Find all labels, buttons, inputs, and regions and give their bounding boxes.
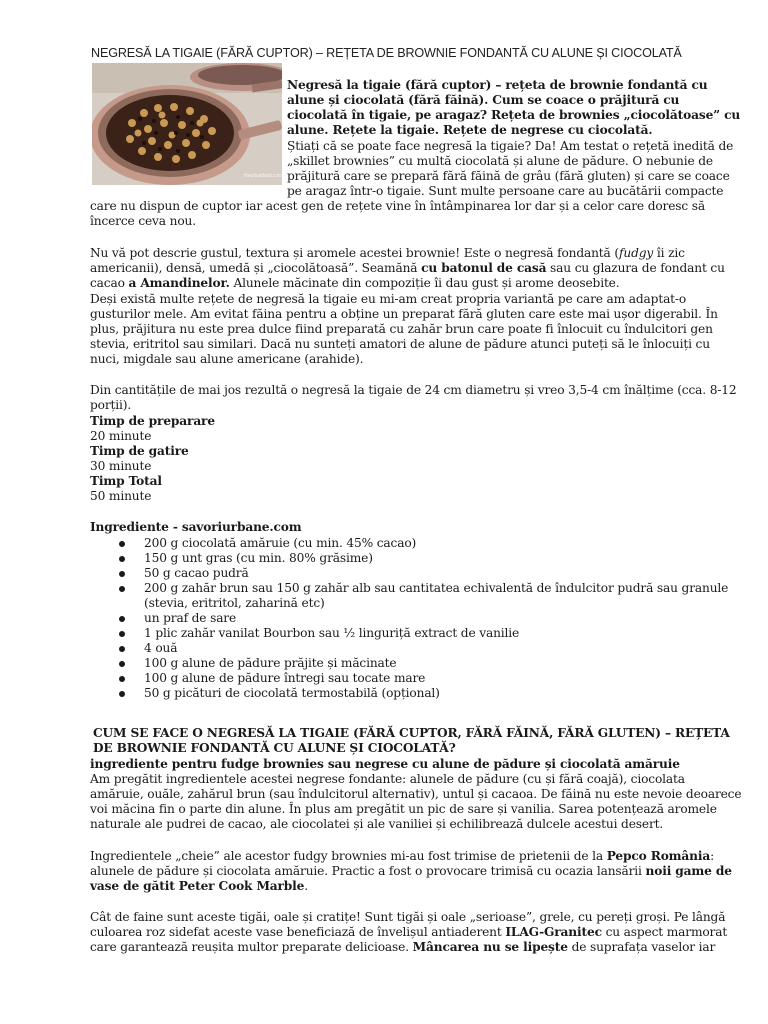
list-item [116, 551, 742, 566]
p7-bold1: ILAG-Granitec [505, 925, 602, 939]
p6-b: : alunele de pădure și ciocolata amăruie. Practic a fost o provocare trimisă cu ocazia lansării [90, 849, 715, 878]
paragraph-cookware [90, 910, 742, 955]
ingredient-text: 4 ouă [144, 641, 178, 655]
ingredient-text: 200 g zahăr brun sau 150 g zahăr alb sau cantitatea echivalentă de îndulcitor pudră sau granule (stevia, eritritol, zaharină etc) [144, 581, 729, 610]
p6-bold2: noii game de vase de gătit Peter Cook Marble [90, 864, 732, 893]
bullet-icon [119, 556, 125, 562]
list-item [116, 671, 742, 686]
section-subheading [90, 757, 742, 772]
photo-watermark: theurbanfood.com [244, 173, 282, 179]
list-item [116, 686, 742, 701]
ingredient-text: 200 g ciocolată amăruie (cu min. 45% cacao) [144, 536, 417, 550]
brownie-skillet-photo [92, 63, 282, 185]
p7-a: Cât de faine sunt aceste tigăi, oale și cratițe! Sunt tigăi și oale „serioase”, grele, cu pereți groși. Pe lângă culoarea roz sidefat aceste vase beneficiază de învelișul antiaderent [90, 910, 726, 939]
p6-bold1: Pepco România [606, 849, 711, 863]
paragraph-pepco [90, 849, 742, 894]
ingredient-text: 100 g alune de pădure întregi sau tocate mare [144, 671, 426, 685]
list-item [116, 566, 742, 581]
section-heading [90, 726, 745, 756]
p7-bold2: Mâncarea nu se lipește [412, 940, 568, 954]
intro-bold-text: Negresă la tigaie (fără cuptor) – rețeta de brownie fondantă cu alune și ciocolată (fără făină). Cum se coace o prăjitură cu ciocolată în tigaie, pe aragaz? Rețeta de brownies „ciocolătoase” cu alune. Rețete la tigaie. Rețete de negrese cu ciocolată. [287, 78, 741, 137]
intro-text-continuation: care nu dispun de cuptor iar acest gen de rețete vine în întâmpinarea lor dar și a celor care doresc să încerce ceva nou. [90, 199, 706, 228]
list-item [116, 626, 742, 641]
p2-bold2: a Amandinelor. [128, 276, 230, 290]
ingredient-text: 50 g cacao pudră [144, 566, 249, 580]
times-block [90, 414, 742, 504]
skillet-illustration [92, 63, 282, 185]
bullet-icon [119, 541, 125, 547]
time-value: 50 minute [90, 489, 152, 503]
list-item [116, 656, 742, 671]
intro-heading [287, 78, 742, 138]
bullet-icon [119, 586, 125, 592]
p2-bold1: cu batonul de casă [421, 261, 547, 275]
paragraph-ingredients-prep: Am pregătit ingredientele acestei negrese fondante: alunele de pădure (cu și fără coajă), ciocolata amăruie, ouăle, zahărul brun (sau îndulcitorul alternativ), untul și cacaoa. De făină nu este nevoie deoarece voi măcina fin o parte din alune. În plus am pregătit un pic de sare și vanilia. Sarea potențează aromele naturale ale pudrei de cacao, ale ciocolatei și ale vaniliei și echilibrează dulcele acestui desert. [90, 772, 742, 831]
ingredient-text: 1 plic zahăr vanilat Bourbon sau ½ linguriță extract de vanilie [144, 626, 520, 640]
p7-c: de suprafața vaselor iar [567, 940, 716, 954]
time-value: 20 minute [90, 429, 152, 443]
list-item [116, 581, 742, 611]
bullet-icon [119, 616, 125, 622]
section-heading-text: CUM SE FACE O NEGRESĂ LA TIGAIE (FĂRĂ CUPTOR, FĂRĂ FĂINĂ, FĂRĂ GLUTEN) – REȚETA DE BROWNIE FONDANTĂ CU ALUNE ȘI CIOCOLATĂ? [93, 726, 730, 755]
time-label: Timp de gatire [90, 444, 189, 458]
p2-c: sau cu glazura de fondant cu cacao [90, 261, 725, 290]
bullet-icon [119, 691, 125, 697]
section-subheading-text: ingrediente pentru fudge brownies sau negrese cu alune de pădure și ciocolată amăruie [90, 757, 680, 771]
ingredient-text: 100 g alune de pădure prăjite și măcinate [144, 656, 397, 670]
list-item [116, 641, 742, 656]
ingredients-heading [90, 520, 742, 535]
ingredient-text: 50 g picături de ciocolată termostabilă (opțional) [144, 686, 440, 700]
paragraph-taste [90, 246, 742, 291]
ingredient-text: un praf de sare [144, 611, 237, 625]
p2-b: îi zic americanii), densă, umedă și „ciocolătoasă”. Seamănă [90, 246, 685, 275]
bullet-icon [119, 571, 125, 577]
document-title: NEGRESĂ LA TIGAIE (FĂRĂ CUPTOR) – REȚETA DE BROWNIE FONDANTĂ CU ALUNE ȘI CIOCOLATĂ [91, 46, 682, 60]
list-item [116, 611, 742, 626]
time-label: Timp Total [90, 474, 162, 488]
ingredients-list [116, 536, 742, 701]
bullet-icon [119, 661, 125, 667]
ingredients-heading-text: Ingrediente - savoriurbane.com [90, 520, 302, 534]
bullet-icon [119, 631, 125, 637]
paragraph-yield: Din cantitățile de mai jos rezultă o negresă la tigaie de 24 cm diametru și vreo 3,5-4 cm înălțime (cca. 8-12 porții). [90, 383, 737, 412]
list-item [116, 536, 742, 551]
p6-a: Ingredientele „cheie” ale acestor fudgy brownies mi-au fost trimise de prietenii de la [90, 849, 607, 863]
bullet-icon [119, 646, 125, 652]
intro-text-line-wrap: Știați că se poate face negresă la tigaie? Da! Am testat o rețetă inedită de „skillet brownies” cu multă ciocolată și alune de pădure. O nebunie de prăjitură care se prepară fără făină de grâu (fără gluten) și care se coace pe aragaz într-o tigaie. Sunt multe persoane care au bucătării compacte [287, 139, 734, 198]
ingredient-text: 150 g unt gras (cu min. 80% grăsime) [144, 551, 373, 565]
p6-c: . [304, 879, 308, 893]
bullet-icon [119, 676, 125, 682]
time-label: Timp de preparare [90, 414, 215, 428]
time-value: 30 minute [90, 459, 152, 473]
p2-fudgy: fudgy [619, 246, 654, 260]
p7-b: cu aspect marmorat care garantează reușita multor preparate delicioase. [90, 925, 728, 954]
p2-d: Alunele măcinate din compoziție îi dau gust și arome deosebite. [229, 276, 620, 290]
paragraph-variant: Deși există multe rețete de negresă la tigaie eu mi-am creat propria variantă pe care am adaptat-o gusturilor mele. Am evitat făina pentru a obține un preparat fără gluten care este mai ușor digerabil. În plus, prăjitura nu este prea dulce fiind preparată cu zahăr brun care poate fi înlocuit cu îndulcitori gen stevia, eritritol sau similari. Dacă nu sunteți amatori de alune de pădure atunci puteți să le înlocuiți cu nuci, migdale sau alune americane (arahide). [90, 292, 718, 366]
p2-a: Nu vă pot descrie gustul, textura și aromele acestei brownie! Este o negresă fondantă ( [90, 246, 620, 260]
